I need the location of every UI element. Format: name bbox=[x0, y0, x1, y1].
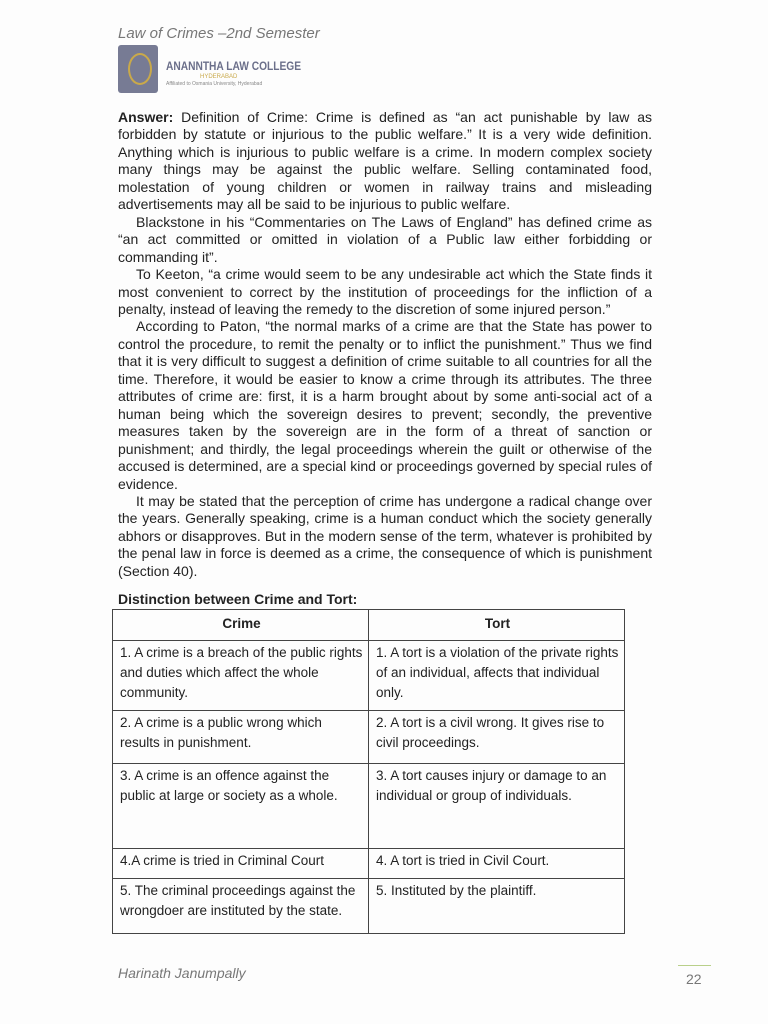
table-row bbox=[113, 879, 625, 934]
table-cell: 1. A tort is a violation of the private rights of an individual, affects that individual only. bbox=[369, 641, 625, 711]
table-title: Distinction between Crime and Tort: bbox=[118, 591, 358, 607]
paragraph: According to Paton, “the normal marks of a crime are that the State has power to control the procedure, to remit the penalty or to inflict the punishment.” Thus we find that it is very difficult to suggest a definition of crime suitable to all countries for all the time. Therefore, it would be easier to know a crime through its attributes. The three attributes of crime are: first, it is a harm brought about by some anti-social act of a human being which the sovereign desires to prevent; secondly, the preventive measures taken by the sovereign are in the form of a threat of sanction or punishment; and thirdly, the legal proceedings wherein the guilt or otherwise of the accused is determined, are a special kind or proceedings governed by special rules of evidence. bbox=[118, 318, 652, 492]
table-cell: 1. A crime is a breach of the public rights and duties which affect the whole community. bbox=[113, 641, 369, 711]
table-header-row bbox=[113, 610, 625, 641]
paragraph: Blackstone in his “Commentaries on The Laws of England” has defined crime as “an act committed or omitted in violation of a Public law either forbidding or commanding it”. bbox=[118, 213, 652, 265]
college-logo-icon bbox=[118, 45, 158, 93]
header-title: Law of Crimes –2nd Semester bbox=[118, 25, 320, 42]
table-cell: 2. A crime is a public wrong which results in punishment. bbox=[113, 711, 369, 764]
answer-label: Answer: bbox=[118, 109, 174, 125]
table-cell: 3. A tort causes injury or damage to an individual or group of individuals. bbox=[369, 764, 625, 849]
college-name: ANANNTHA LAW COLLEGE bbox=[166, 59, 302, 73]
column-header: Crime bbox=[113, 610, 369, 641]
paragraph bbox=[118, 109, 652, 214]
footer-author: Harinath Janumpally bbox=[118, 965, 246, 981]
table-row bbox=[113, 849, 625, 879]
table-cell: 3. A crime is an offence against the public at large or society as a whole. bbox=[113, 764, 369, 849]
table-row bbox=[113, 711, 625, 764]
table-cell: 4.A crime is tried in Criminal Court bbox=[113, 849, 369, 879]
paragraph-text: Definition of Crime: Crime is defined as “an act punishable by law as forbidden by statute or injurious to the public welfare.” It is a very wide definition. Anything which is injurious to public welfare is a crime. In modern complex society many things may be against the public welfare. Selling contaminated food, molestation of young children or women in railway trains and misleading advertisements may all be said to be injurious to public welfare. bbox=[118, 109, 652, 213]
table-cell: 5. The criminal proceedings against the wrongdoer are instituted by the state. bbox=[113, 879, 369, 934]
college-affiliation: Affiliated to Osmania University, Hyderabad bbox=[166, 81, 263, 87]
page-number: 22 bbox=[686, 971, 702, 987]
paragraph: It may be stated that the perception of crime has undergone a radical change over the years. Generally speaking, crime is a human conduct which the society generally abhors or disapproves. But in the modern sense of the term, whatever is prohibited by the penal law in force is deemed as a crime, the consequence of which is punishment (Section 40). bbox=[118, 492, 652, 579]
table-row bbox=[113, 641, 625, 711]
column-header: Tort bbox=[369, 610, 625, 641]
table-cell: 4. A tort is tried in Civil Court. bbox=[369, 849, 625, 879]
body-text bbox=[118, 109, 652, 580]
comparison-table bbox=[112, 609, 625, 934]
table-cell: 2. A tort is a civil wrong. It gives rise to civil proceedings. bbox=[369, 711, 625, 764]
table-row bbox=[113, 764, 625, 849]
table-cell: 5. Instituted by the plaintiff. bbox=[369, 879, 625, 934]
college-city: HYDERABAD bbox=[200, 74, 238, 80]
paragraph: To Keeton, “a crime would seem to be any undesirable act which the State finds it most convenient to correct by the institution of proceedings for the infliction of a penalty, instead of leaving the remedy to the discretion of some injured person.” bbox=[118, 266, 652, 317]
